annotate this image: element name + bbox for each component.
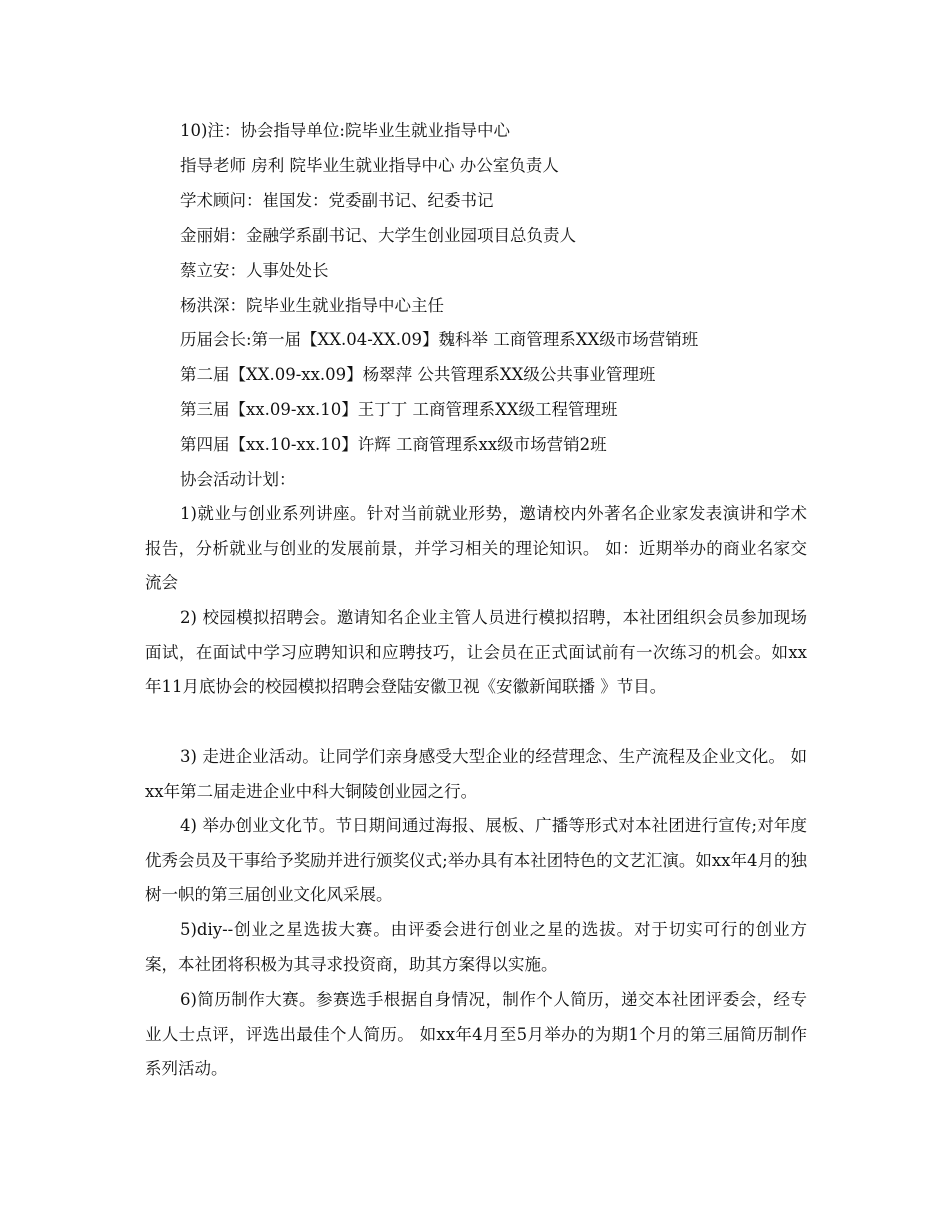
activity-plan-heading: 协会活动计划： — [180, 470, 296, 489]
activity-paragraph-1: 1)就业与创业系列讲座。针对当前就业形势，邀请校内外著名企业家发表演讲和学术报告，分析就业与创业的发展前景，并学习相关的理论知识。 如：近期举办的商业名家交流会 — [145, 504, 807, 593]
president-3-line: 第三届【xx.09-xx.10】王丁丁 工商管理系XX级工程管理班 — [180, 400, 618, 419]
president-2-line: 第二届【XX.09-xx.09】杨翠萍 公共管理系XX级公共事业管理班 — [180, 365, 656, 384]
note-line: 10)注：协会指导单位:院毕业生就业指导中心 — [180, 121, 510, 140]
advisor-line: 指导老师 房利 院毕业生就业指导中心 办公室负责人 — [180, 156, 559, 175]
activity-paragraph-5: 5)diy--创业之星选拔大赛。由评委会进行创业之星的选拔。对于切实可行的创业方案，本社团将积极为其寻求投资商，助其方案得以实施。 — [145, 920, 807, 974]
activity-paragraph-2: 2) 校园模拟招聘会。邀请知名企业主管人员进行模拟招聘，本社团组织会员参加现场面试，在面试中学习应聘知识和应聘技巧，让会员在正式面试前有一次练习的机会。如xx年11月底协会的校园模拟招聘会登陆安徽卫视《安徽新闻联播 》节目。 — [145, 608, 807, 697]
academic-advisor-line: 学术顾问：崔国发：党委副书记、纪委书记 — [180, 191, 494, 210]
activity-paragraph-3: 3) 走进企业活动。让同学们亲身感受大型企业的经营理念、生产流程及企业文化。 如xx年第二届走进企业中科大铜陵创业园之行。 — [145, 747, 807, 801]
advisor-yang-line: 杨洪深：院毕业生就业指导中心主任 — [180, 296, 444, 315]
president-1-line: 历届会长:第一届【XX.04-XX.09】魏科举 工商管理系XX级市场营销班 — [180, 330, 699, 349]
advisor-cai-line: 蔡立安：人事处处长 — [180, 261, 329, 280]
activity-paragraph-6: 6)简历制作大赛。参赛选手根据自身情况，制作个人简历，递交本社团评委会，经专业人士点评，评选出最佳个人简历。 如xx年4月至5月举办的为期1个月的第三届简历制作系列活动。 — [145, 990, 807, 1079]
president-4-line: 第四届【xx.10-xx.10】许辉 工商管理系xx级市场营销2班 — [180, 435, 607, 454]
advisor-jin-line: 金丽娟：金融学系副书记、大学生创业园项目总负责人 — [180, 226, 576, 245]
activity-paragraph-4: 4) 举办创业文化节。节日期间通过海报、展板、广播等形式对本社团进行宣传;对年度优秀会员及干事给予奖励并进行颁奖仪式;举办具有本社团特色的文艺汇演。如xx年4月的独树一帜的第三届创业文化风采展。 — [145, 816, 807, 905]
